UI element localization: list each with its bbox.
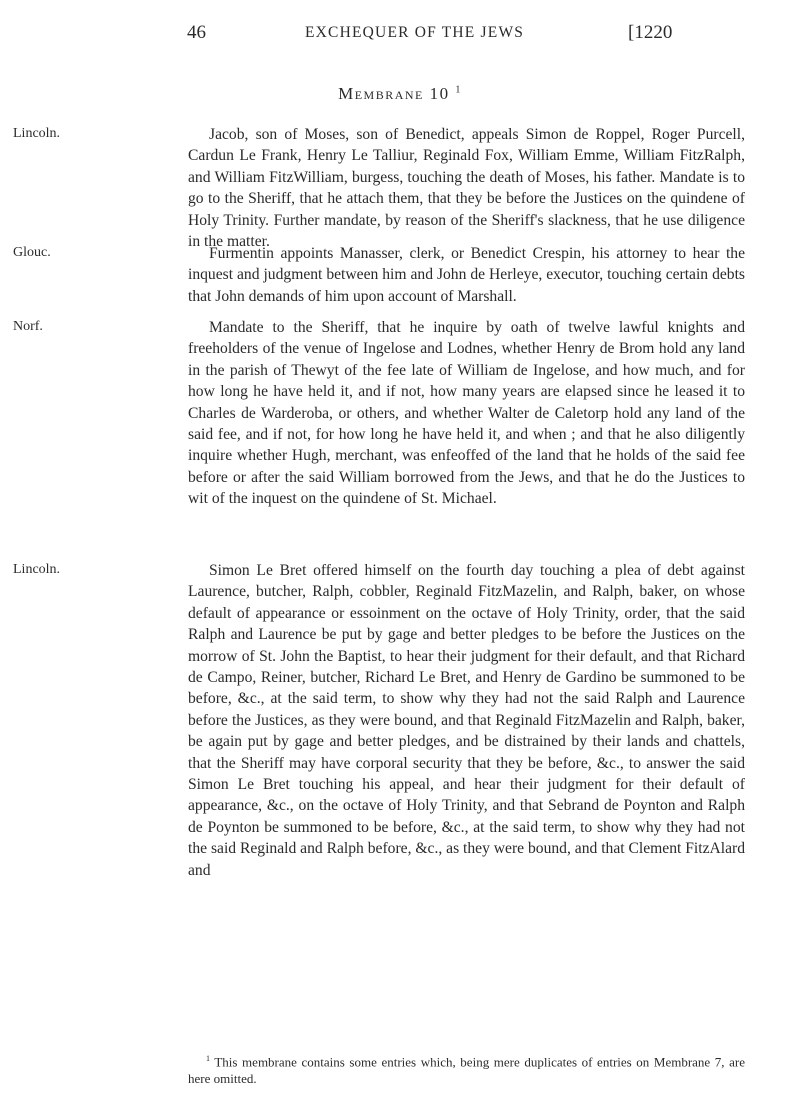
footnote-reference: 1 — [455, 84, 462, 96]
entry-text: Furmentin appoints Manasser, clerk, or Benedict Crespin, his attorney to hear the inquest and judgment between him and John de Herleye, executor, touching certain debts that John demands of him upon account of Marshall. — [188, 245, 745, 305]
entry-text: Mandate to the Sheriff, that he inquire by oath of twelve lawful knights and freeholders of the venue of Ingelose and Lodnes, whether Henry de Brom hold any land in the parish of Thewyt of the fee late of William de Ingelose, and how much, and for how long he have held it, and if not, how many years are elapsed since he leased it to Charles de Warderoba, or others, and whether Walter de Caletorp hold any land of the said fee, and if not, for how long he have held it, and when ; and that he also diligently inquire whether Hugh, merchant, was enfeoffed of the land that he holds of the said fee before or after the said William borrowed from the Jews, and that he do the Justices to wit of the inquest on the quindene of St. Michael. — [188, 319, 745, 508]
county-label: Glouc. — [13, 245, 51, 260]
county-label: Norf. — [13, 319, 43, 334]
county-label: Lincoln. — [13, 126, 61, 141]
footnote-mark: 1 — [206, 1054, 210, 1063]
membrane-heading — [0, 84, 800, 104]
county-label: Lincoln. — [13, 562, 61, 577]
page-number: 46 — [187, 22, 206, 43]
entry-text: Jacob, son of Moses, son of Benedict, appeals Simon de Roppel, Roger Purcell, Cardun Le Frank, Henry Le Talliur, Reginald Fox, William Emme, William FitzRalph, and William FitzWilliam, burgess, touching the death of Moses, his father. Mandate is to go to the Sheriff, that he attach them, that they be before the Justices on the quindene of Holy Trinity. Further mandate, by reason of the Sheriff's slackness, that he use diligence in the matter. — [188, 126, 745, 251]
membrane-title: Membrane 10 — [338, 84, 450, 103]
page-header — [0, 22, 800, 52]
footnote-text: This membrane contains some entries which, being mere duplicates of entries on Membrane 7, are here omitted. — [188, 1054, 746, 1087]
year-marker: [1220 — [628, 22, 673, 43]
footnote — [188, 1050, 745, 1087]
running-title: EXCHEQUER OF THE JEWS — [305, 24, 525, 41]
entry-text: Simon Le Bret offered himself on the fourth day touching a plea of debt against Laurence, butcher, Ralph, cobbler, Reginald FitzMazelin, and Ralph, baker, on whose default of appearance or essoinment on the octave of Holy Trinity, order, that the said Ralph and Laurence be put by gage and better pledges to be before the Justices on the morrow of St. John the Baptist, to hear their judgment for their default, and that Richard de Campo, Reiner, butcher, Richard Le Bret, and Henry de Gardino be summoned to be before, &c., at the said term, to show why they had not the said Ralph and Laurence before the Justices, as they were bound, and that Reginald FitzMazelin and Ralph, baker, be again put by gage and better pledges, and be distrained by their lands and chattels, that the Sheriff may have corporal security that they be before, &c., to answer the said Simon Le Bret touching his appeal, and hear their judgment for their default of appearance, &c., on the octave of Holy Trinity, and that Sebrand de Poynton and Ralph de Poynton be summoned to be before, &c., at the said term, to show why they had not the said Reginald and Ralph before, &c., as they were bound, and that Clement FitzAlard and — [188, 562, 745, 879]
